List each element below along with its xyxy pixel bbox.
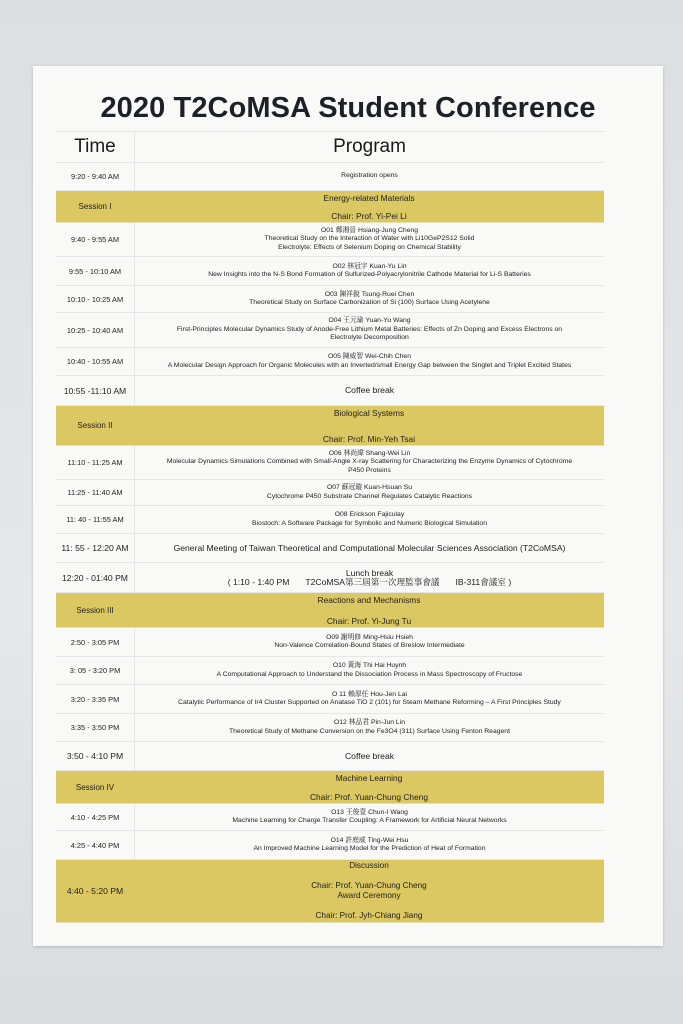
session-topic: Energy-related Materials	[323, 193, 415, 203]
talk-details	[135, 628, 604, 656]
time-cell: 10:40 - 10:55 AM	[56, 348, 135, 375]
talk-title-line: New Insights into the N-S Bond Formation of Sulfurized-Polyacrylonitrile Cathode Material for Li-S Batteries	[208, 271, 531, 278]
talk-speaker: O13 王俊壹 Chun-I Wang	[331, 808, 408, 816]
session-row	[56, 191, 604, 223]
talk-speaker: O06 林尚緯 Shang-Wei Lin	[328, 449, 411, 457]
session-chair: Chair: Prof. Min-Yeh Tsai	[322, 433, 416, 444]
talk-details	[135, 714, 604, 741]
session-topic: Reactions and Mechanisms	[317, 595, 421, 605]
poster	[33, 66, 663, 946]
talk-row	[56, 831, 604, 860]
talk-details	[135, 257, 604, 285]
talk-row	[56, 446, 604, 480]
talk-speaker: O09 謝明修 Ming-Hsiu Hsieh	[326, 633, 413, 641]
talk-title-line: Theoretical Study of Methane Conversion on the Fe3O4 (311) Surface Using Fenton Reagent	[229, 727, 510, 735]
session-row	[56, 771, 604, 804]
session-details	[134, 771, 604, 803]
talk-row	[56, 714, 604, 742]
event-title	[135, 742, 604, 770]
session-row	[56, 406, 604, 446]
time-cell: 9:20 - 9:40 AM	[56, 163, 135, 190]
talk-speaker: Coffee break	[344, 385, 395, 396]
session-details	[134, 593, 604, 627]
talk-details	[135, 286, 604, 312]
talk-speaker: Coffee break	[344, 750, 395, 761]
talk-title-line: Non-Valence Correlation-Bound States of Breslow Intermediate	[274, 642, 465, 649]
schedule-table	[56, 131, 604, 923]
talk-title-line: P450 Proteins	[348, 466, 391, 474]
talk-row	[56, 628, 604, 657]
lunch-title: Lunch break	[345, 568, 394, 579]
talk-row	[56, 313, 604, 348]
talk-title-line: Catalytic Performance of Ir4 Cluster Supported on Anatase TiO 2 (101) for Steam Methane Reforming – A First Principles Study	[178, 699, 561, 706]
session-row	[56, 593, 604, 628]
talk-details	[135, 657, 604, 684]
talk-title-line: Cytochrome P450 Substrate Channel Regulates Catalytic Reactions	[266, 492, 473, 500]
session-label: Session IV	[75, 782, 115, 792]
time-cell: 10:55 -11:10 AM	[56, 376, 135, 405]
discussion-line	[368, 871, 370, 881]
talk-row	[56, 506, 604, 534]
program-header: Program	[333, 135, 406, 157]
talk-row	[56, 804, 604, 831]
talk-details	[135, 348, 604, 375]
talk-row	[56, 257, 604, 286]
time-cell: 3:50 - 4:10 PM	[56, 742, 135, 770]
talk-speaker: O05 陳威智 Wei-Chih Chen	[328, 353, 411, 361]
talk-title-line: Theoretical Study on Surface Carbonization of Si (100) Surface Using Acetylene	[249, 299, 490, 306]
discussion-line	[368, 901, 370, 911]
session-label: Session I	[78, 202, 112, 211]
time-cell: 4:10 - 4:25 PM	[56, 804, 135, 830]
time-cell: 9:40 - 9:55 AM	[56, 223, 135, 256]
talk-row	[56, 480, 604, 506]
poster-title: 2020 T2CoMSA Student Conference	[100, 92, 596, 124]
session-topic: Biological Systems	[333, 408, 405, 418]
time-cell: 11: 40 - 11:55 AM	[56, 506, 135, 533]
talk-speaker: O10 黃海 Thi Hai Huynh	[332, 662, 407, 670]
talk-details	[135, 163, 604, 190]
talk-title-line: Electrolyte: Effects of Selenium Doping on Chemical Stability	[278, 243, 461, 251]
talk-row	[56, 223, 604, 257]
table-header	[56, 132, 604, 163]
session-label: Session II	[77, 421, 113, 430]
talk-row	[56, 286, 604, 313]
talk-speaker: O03 陳祥銳 Tsung-Ruei Chen	[324, 290, 415, 298]
talk-speaker: Registration opens	[341, 172, 398, 180]
lunch-row	[56, 563, 604, 593]
talk-speaker: O12 林品君 Pin-Jun Lin	[333, 719, 406, 727]
talk-speaker: O08 Erickson Fajiculay	[334, 511, 405, 519]
talk-speaker: O14 許庭威 Ting-Wei Hsu	[330, 836, 409, 844]
discussion-details	[134, 860, 604, 922]
time-cell: 3:20 - 3:35 PM	[56, 685, 135, 713]
session-details	[134, 406, 604, 445]
lunch-part: IB-311會議室 )	[455, 576, 512, 587]
lunch-part: ( 1:10 - 1:40 PM	[227, 576, 290, 587]
time-cell: 9:55 - 10:10 AM	[56, 257, 135, 285]
talk-speaker: O 11 賴厚任 Hou-Jen Lai	[331, 690, 408, 698]
talk-details	[135, 446, 604, 479]
talk-speaker: O01 鄭湘晉 Hsiang-Jung Cheng	[320, 226, 419, 234]
session-chair: Chair: Prof. Yi-Pei Li	[331, 210, 407, 221]
session-topic: Machine Learning	[335, 773, 403, 783]
talk-details	[135, 685, 604, 713]
discussion-line: Award Ceremony	[337, 891, 401, 900]
talk-title-line: First-Principles Molecular Dynamics Study of Anode-Free Lithium Metal Batteries: Effects of Zn Doping and Excess Electrons on	[176, 325, 563, 333]
discussion-line: Chair: Prof. Jyh-Chiang Jiang	[315, 911, 423, 920]
talk-details	[135, 480, 604, 505]
talk-row	[56, 685, 604, 714]
session-details	[134, 191, 604, 222]
discussion-row	[56, 860, 604, 923]
discussion-line: Chair: Prof. Yuan-Chung Cheng	[311, 881, 427, 890]
time-cell: 12:20 - 01:40 PM	[56, 563, 135, 592]
time-cell: 11:25 - 11:40 AM	[56, 480, 135, 505]
talk-title-line: Biostoch: A Software Package for Symbolic and Numeric Biological Simulation	[252, 519, 487, 527]
talk-speaker: O02 林冠宇 Kuan-Yu Lin	[332, 262, 407, 270]
talk-row	[56, 348, 604, 376]
break-row	[56, 742, 604, 771]
talk-title-line: Machine Learning for Charge Transfer Coupling: A Framework for Artificial Neural Networks	[232, 817, 507, 824]
talk-title-line: A Computational Approach to Understand the Dissociation Process in Mass Spectroscopy of Fructose	[216, 670, 523, 678]
time-cell: 3: 05 - 3:20 PM	[56, 657, 135, 684]
break-row	[56, 376, 604, 406]
time-cell: 4:40 - 5:20 PM	[66, 886, 124, 896]
time-cell: 4:25 - 4:40 PM	[56, 831, 135, 859]
break-row	[56, 534, 604, 563]
talk-details	[135, 313, 604, 347]
schedule-rows	[56, 163, 604, 923]
session-chair: Chair: Prof. Yi-Jung Tu	[326, 615, 412, 626]
time-cell: 10:25 - 10:40 AM	[56, 313, 135, 347]
talk-title-line: Theoretical Study on the Interaction of Water with Li10GeP2S12 Solid	[264, 235, 475, 243]
talk-details	[135, 506, 604, 533]
session-label: Session III	[76, 605, 114, 615]
talk-row	[56, 163, 604, 191]
talk-title-line: Electrolyte Decomposition	[330, 334, 409, 342]
time-cell: 11:10 - 11:25 AM	[56, 446, 135, 479]
lunch-details	[135, 563, 604, 592]
talk-title-line: An Improved Machine Learning Model for the Prediction of Heat of Formation	[253, 845, 486, 852]
discussion-line: Discussion	[349, 861, 389, 870]
talk-details	[135, 223, 604, 256]
time-header: Time	[56, 132, 135, 162]
time-cell: 10:10 - 10:25 AM	[56, 286, 135, 312]
session-chair: Chair: Prof. Yuan-Chung Cheng	[309, 791, 429, 802]
lunch-part: T2CoMSA第三屆第一次理監事會議	[305, 576, 440, 587]
lunch-subline	[137, 578, 602, 586]
talk-speaker: O07 蘇冠璇 Kuan-Hsuan Su	[326, 484, 412, 492]
talk-speaker: O04 王元瑜 Yuan-Yu Wang	[328, 317, 411, 325]
time-cell: 11: 55 - 12:20 AM	[56, 534, 135, 562]
talk-details	[135, 831, 604, 859]
talk-title-line: Molecular Dynamics Simulations Combined with Small-Angle X-ray Scattering for Characterizing the Enzyme Dynamics of Cytochrome	[166, 458, 573, 466]
time-cell: 3:35 - 3:50 PM	[56, 714, 135, 741]
talk-title-line: A Molecular Design Approach for Organic Molecules with an Inverted/small Energy Gap between the Singlet and Triplet Excited States	[167, 361, 572, 369]
time-cell: 2:50 - 3:05 PM	[56, 628, 135, 656]
talk-speaker: General Meeting of Taiwan Theoretical and Computational Molecular Sciences Association (T2CoMSA)	[173, 542, 566, 553]
event-title	[135, 376, 604, 405]
talk-details	[135, 804, 604, 830]
event-title	[135, 534, 604, 562]
talk-row	[56, 657, 604, 685]
